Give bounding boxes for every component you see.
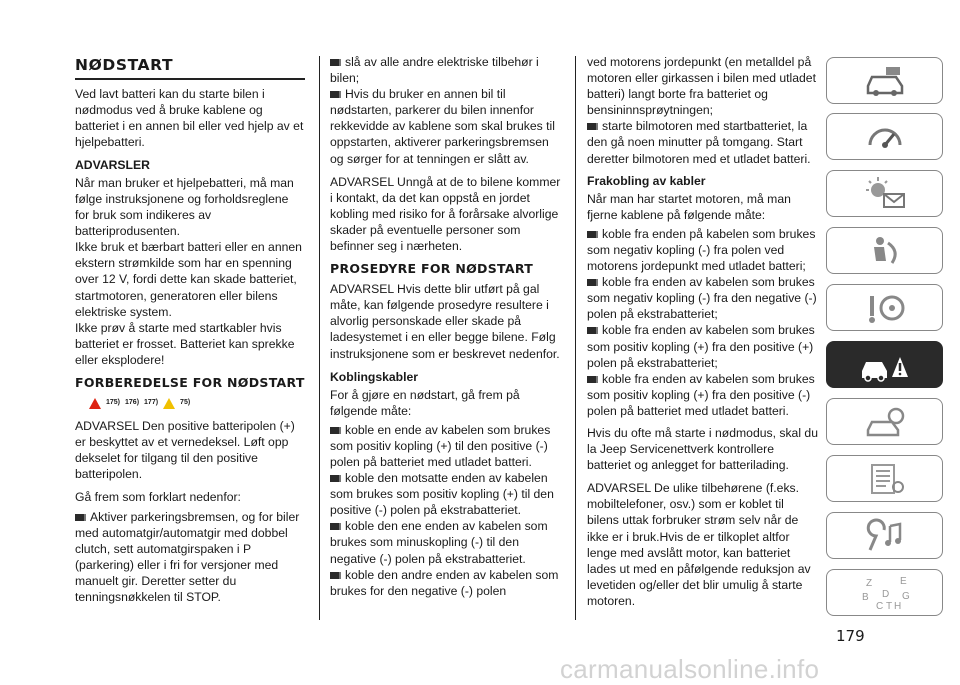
reference-175: 175): [106, 399, 121, 406]
column-3: [587, 54, 819, 616]
service-paragraph: Hvis du ofte må starte i nødmodus, skal du la Jeep Servicenettverk kontrollere batteriet og anlegget for batterilading.: [587, 425, 818, 473]
accessories-warning: ADVARSEL De ulike tilbehørene (f.eks. mobiltelefoner, osv.) som er koblet til bilens uttak forbruker strøm selv når de ikke er i bruk.Hvis de er tilkoplet altfor lenge med avslått motor, kan batteriet lades ut med en påfølgende reduksjon av levetiden og/eller det blir umulig å starte motoren.: [587, 481, 811, 608]
page-number: 179: [836, 627, 865, 645]
reference-75: 75): [180, 399, 191, 406]
tab-multimedia[interactable]: [826, 512, 943, 559]
emergency-icon: [856, 345, 914, 385]
lights-weather-icon: [856, 174, 914, 214]
prep-paragraph-1: ADVARSEL Den positive batteripolen (+) er beskyttet av et vernedeksel. Løft opp dekselet for tilgang til den positive batteripolen.: [75, 419, 295, 482]
index-letter: Z: [865, 577, 872, 589]
intro-paragraph: Ved lavt batteri kan du starte bilen i nødmodus ved å bruke kablene og batteriet i en annen bil eller ved hjelp av et hjelpebatteri.: [75, 86, 304, 149]
preparation-heading: FORBEREDELSE FOR NØDSTART: [75, 375, 305, 390]
connect-step-4: koble den andre enden av kabelen som brukes for den negative (-) polen: [330, 567, 562, 599]
tab-emergency[interactable]: [826, 341, 943, 388]
cable-connection-heading: Koblingskabler: [330, 369, 419, 384]
start-engine-step: starte bilmotoren med startbatteriet, la den gå noen minutter på tomgang. Start deretter bilmotoren med et utladet batteri.: [587, 118, 819, 166]
tab-specs[interactable]: [826, 455, 943, 502]
disconnect-step-3: koble fra enden av kabelen som brukes som positiv kopling (+) fra den positive (+) polen på ekstrabatteriet;: [587, 322, 819, 370]
prep-paragraph-2: Gå frem som forklart nedenfor:: [75, 490, 241, 505]
watermark: carmanualsonline.info: [560, 654, 820, 684]
disconnect-step-2: koble fra enden av kabelen som brukes som negativ kopling (-) fra den negative (-) polen på ekstrabatteriet;: [587, 274, 819, 322]
safety-icon: [856, 231, 914, 271]
warnings-heading: ADVARSLER: [75, 157, 150, 172]
index-letter: C: [875, 600, 883, 612]
procedure-heading: PROSEDYRE FOR NØDSTART: [330, 261, 534, 277]
warning-contact: ADVARSEL Unngå at de to bilene kommer i kontakt, da det kan oppstå en jordet kobling med risiko for å forårsake alvorlige skader på eventuelle personer som befinner seg i nærheten.: [330, 174, 561, 254]
reference-176: 176): [125, 399, 140, 406]
tab-index[interactable]: [826, 569, 943, 616]
disconnect-intro: Når man har startet motoren, må man fjerne kablene på følgende måte:: [587, 191, 791, 222]
warning-references: [89, 395, 305, 411]
title-rule: [75, 78, 305, 80]
index-letter: D: [881, 588, 889, 600]
bullet-accessories-off: slå av alle andre elektriske tilbehør i bilen;: [330, 54, 562, 86]
danger-triangle-icon: [89, 398, 101, 409]
index-letter: E: [899, 575, 907, 587]
tab-service[interactable]: [826, 398, 943, 445]
column-1: [75, 56, 305, 605]
caution-triangle-icon: [163, 398, 175, 409]
index-letter: T: [885, 600, 892, 612]
disconnect-heading: Frakobling av kabler: [587, 173, 706, 188]
index-letter: B: [861, 591, 869, 603]
warning-text-1: Når man bruker et hjelpebatteri, må man følge instruksjonene og forholdsreglene for bruk som indikeres av batteriprodusenten.: [75, 175, 294, 239]
cable-connection-intro: For å gjøre en nødstart, gå frem på følgende måte:: [330, 387, 520, 418]
disconnect-step-1: koble fra enden på kabelen som brukes som negativ kopling (-) fra polen ved motorens jordepunkt med utladet batteri;: [587, 226, 819, 274]
multimedia-icon: [856, 516, 914, 556]
index-icon: [856, 573, 914, 613]
warning-text-3: Ikke prøv å starte med startkabler hvis batteriet er frosset. Batteriet kan sprekke eller eksplodere!: [75, 320, 295, 367]
prep-bullet-1: Aktiver parkeringsbremsen, og for biler med automatgir/automatgir med dobbel clutch, sett automatgirspaken i P (parkering) eller i fri for versjoner med manuelt gir. Deretter setter du tenningsnøkkelen til STOP.: [75, 509, 305, 606]
bullet-other-car: Hvis du bruker en annen bil til nødstarten, parkerer du bilen innenfor rekkevidde av kablene som skal brukes til oppstarten, aktiverer parkeringsbremsen og sørger for at tenningen er slått av.: [330, 86, 562, 166]
connect-step-4-continued: ved motorens jordepunkt (en metalldel på motoren eller girkassen i bilen med utladet batteri) langt borte fra batteriet og bensininnsprøytningen;: [587, 55, 816, 118]
tab-safety[interactable]: [826, 227, 943, 274]
index-letter: H: [893, 600, 901, 612]
page-title: NØDSTART: [75, 56, 174, 74]
tab-lights-weather[interactable]: [826, 170, 943, 217]
instruments-icon: [856, 117, 914, 157]
warning-text-2: Ikke bruk et bærbart batteri eller en annen ekstern strømkilde som har en spenning over 12 V, fordi dette kan skade batteriet, startmotoren, generatoren eller bilens elektriske system.: [75, 240, 302, 319]
disconnect-step-4: koble fra enden av kabelen som brukes som positiv kopling (+) fra den positive (-) polen på batteriet med utladet batteri.: [587, 371, 819, 419]
column-2: [330, 54, 562, 599]
service-icon: [856, 402, 914, 442]
connect-step-3: koble den ene enden av kabelen som brukes som minuskopling (-) til den negative (-) polen på ekstrabatteriet.: [330, 518, 562, 566]
column-divider-1: [319, 56, 320, 620]
tab-instruments[interactable]: [826, 113, 943, 160]
steering-icon: [856, 288, 914, 328]
connect-step-2: koble den motsatte enden av kabelen som brukes som positiv kopling (+) til den positive (-) polen på ekstrabatteriet.: [330, 470, 562, 518]
tab-steering[interactable]: [826, 284, 943, 331]
procedure-warning: ADVARSEL Hvis dette blir utført på gal måte, kan følgende prosedyre resultere i alvorlig personskade eller skade på ladesystemet i en eller begge bilene. Følg instruksjonene som er beskrevet nedenfor.: [330, 282, 560, 361]
car-info-icon: [856, 61, 914, 101]
tab-car-info[interactable]: [826, 57, 943, 104]
reference-177: 177): [144, 399, 159, 406]
connect-step-1: koble en ende av kabelen som brukes som positiv kopling (+) til den positive (-) polen på batteriet med utladet batteri.: [330, 422, 562, 470]
specs-icon: [856, 459, 914, 499]
column-divider-2: [575, 56, 576, 620]
index-letter: G: [901, 590, 910, 602]
